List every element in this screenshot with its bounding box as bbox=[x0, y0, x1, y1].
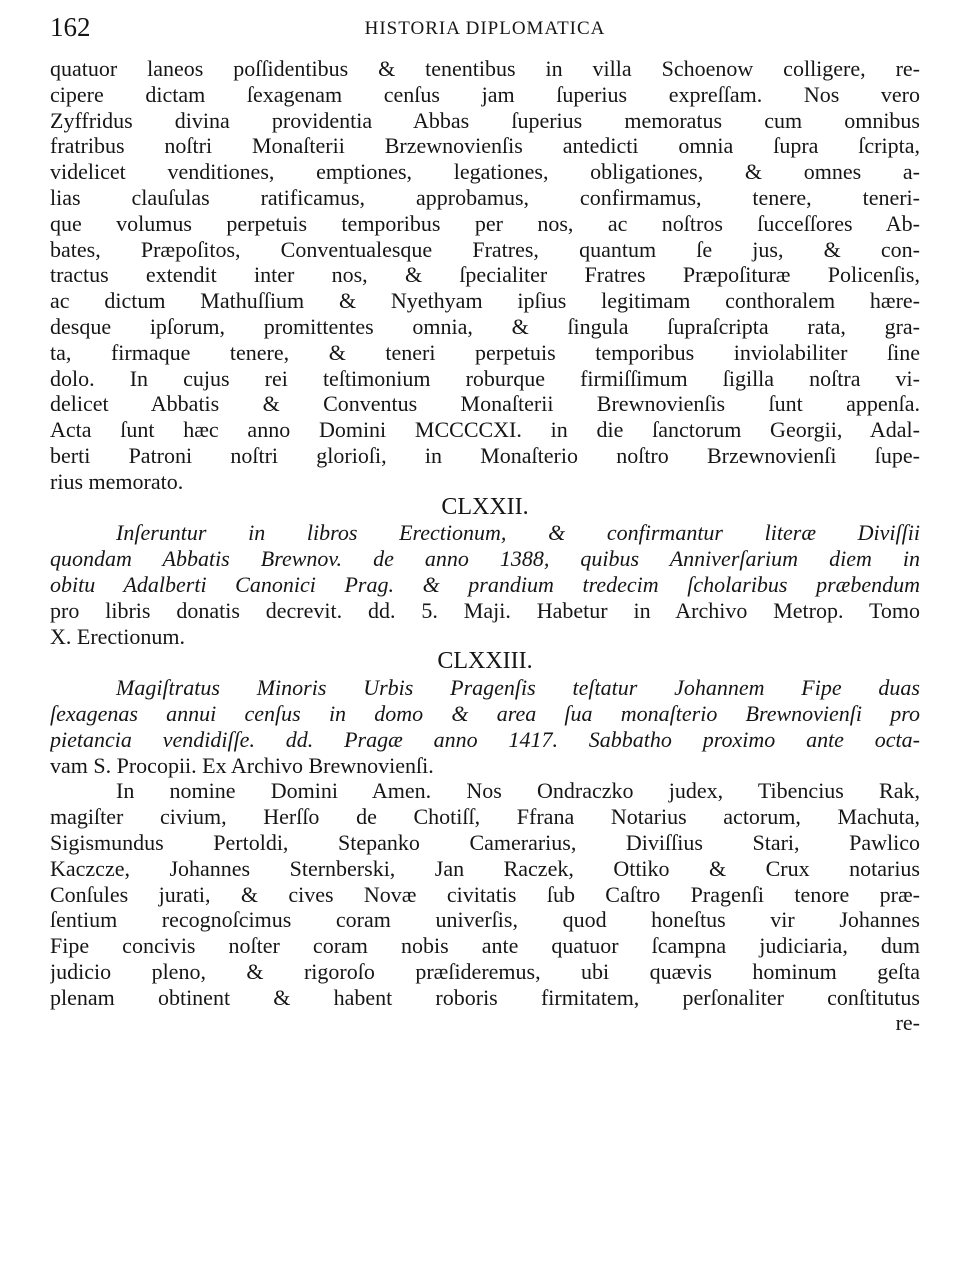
text-line: Zyffridus divina providentia Abbas ſuperius memoratus cum omnibus bbox=[50, 107, 920, 133]
text-line: Acta ſunt hæc anno Domini MCCCCXI. in die ſanctorum Georgii, Adal- bbox=[50, 417, 920, 443]
text-line: Magiſtratus Minoris Urbis Pragenſis teſtatur Johannem Fipe duas bbox=[116, 675, 920, 701]
text-line: delicet Abbatis & Conventus Monaſterii Brewnovienſis ſunt appenſa. bbox=[50, 391, 920, 417]
running-title: HISTORIA DIPLOMATICA bbox=[364, 18, 606, 39]
text-line: ſexagenas annui cenſus in domo & area ſua monaſterio Brewnovienſi pro bbox=[50, 700, 920, 726]
page-header bbox=[50, 12, 920, 46]
text-line: dolo. In cujus rei teſtimonium roburque firmiſſimum ſigilla noſtra vi- bbox=[50, 365, 920, 391]
text-line: pro libris donatis decrevit. dd. 5. Maji. Habetur in Archivo Metrop. Tomo bbox=[50, 597, 920, 623]
text-line: que volumus perpetuis temporibus per nos, ac noſtros ſucceſſores Ab- bbox=[50, 210, 920, 236]
text-line: X. Erectionum. bbox=[50, 623, 186, 649]
section-number: CLXXII. bbox=[441, 494, 529, 520]
text-line: cipere dictam ſexagenam cenſus jam ſuperius expreſſam. Nos vero bbox=[50, 81, 920, 107]
document-body bbox=[50, 56, 920, 1036]
text-line: In nomine Domini Amen. Nos Ondraczko judex, Tibencius Rak, bbox=[116, 778, 920, 804]
text-line: vam S. Procopii. Ex Archivo Brewnovienſi. bbox=[50, 752, 434, 778]
text-line: ac dictum Mathuſſium & Nyethyam ipſius legitimam conthoralem hære- bbox=[50, 288, 920, 314]
text-line: quondam Abbatis Brewnov. de anno 1388, quibus Anniverſarium diem in bbox=[50, 546, 920, 572]
text-line: Conſules jurati, & cives Novæ civitatis ſub Caſtro Pragenſi tenore præ- bbox=[50, 881, 920, 907]
text-line: magiſter civium, Herſſo de Chotiſſ, Ffrana Notarius actorum, Machuta, bbox=[50, 804, 920, 830]
text-line: Kaczcze, Johannes Sternberski, Jan Raczek, Ottiko & Crux notarius bbox=[50, 855, 920, 881]
text-line: judicio pleno, & rigoroſo præſideremus, ubi quævis hominum geſta bbox=[50, 958, 920, 984]
text-line: ſentium recognoſcimus coram univerſis, quod honeſtus vir Johannes bbox=[50, 907, 920, 933]
text-line: plenam obtinent & habent roboris firmitatem, perſonaliter conſtitutus bbox=[50, 984, 920, 1010]
section-number: CLXXIII. bbox=[437, 649, 533, 675]
text-line: berti Patroni noſtri glorioſi, in Monaſterio noſtro Brzewnovienſi ſupe- bbox=[50, 442, 920, 468]
text-line: fratribus noſtri Monaſterii Brzewnovienſis antedicti omnia ſupra ſcripta, bbox=[50, 133, 920, 159]
text-line: tractus extendit inter nos, & ſpecialiter Fratres Præpoſituræ Policenſis, bbox=[50, 262, 920, 288]
text-line: desque ipſorum, promittentes omnia, & ſingula ſupraſcripta rata, gra- bbox=[50, 313, 920, 339]
text-line: obitu Adalberti Canonici Prag. & prandium tredecim ſcholaribus præbendum bbox=[50, 571, 920, 597]
text-line: ta, firmaque tenere, & teneri perpetuis temporibus inviolabiliter ſine bbox=[50, 339, 920, 365]
text-line: quatuor laneos poſſidentibus & tenentibus in villa Schoenow colligere, re- bbox=[50, 56, 920, 81]
text-line: lias clauſulas ratificamus, approbamus, confirmamus, tenere, teneri- bbox=[50, 184, 920, 210]
page-number: 162 bbox=[50, 12, 91, 42]
text-line: Inſeruntur in libros Erectionum, & confirmantur literæ Diviſſii bbox=[116, 520, 920, 546]
text-line: rius memorato. bbox=[50, 468, 184, 494]
text-line: videlicet venditiones, emptiones, legationes, obligationes, & omnes a- bbox=[50, 159, 920, 185]
text-line: Sigismundus Pertoldi, Stepanko Camerarius, Diviſſius Stari, Pawlico bbox=[50, 829, 920, 855]
catchword: re- bbox=[895, 1010, 920, 1036]
text-line: pietancia vendidiſſe. dd. Pragæ anno 1417. Sabbatho proximo ante octa- bbox=[50, 726, 920, 752]
text-line: bates, Præpoſitos, Conventualesque Fratres, quantum ſe jus, & con- bbox=[50, 236, 920, 262]
text-line: Fipe concivis noſter coram nobis ante quatuor ſcampna judiciaria, dum bbox=[50, 933, 920, 959]
